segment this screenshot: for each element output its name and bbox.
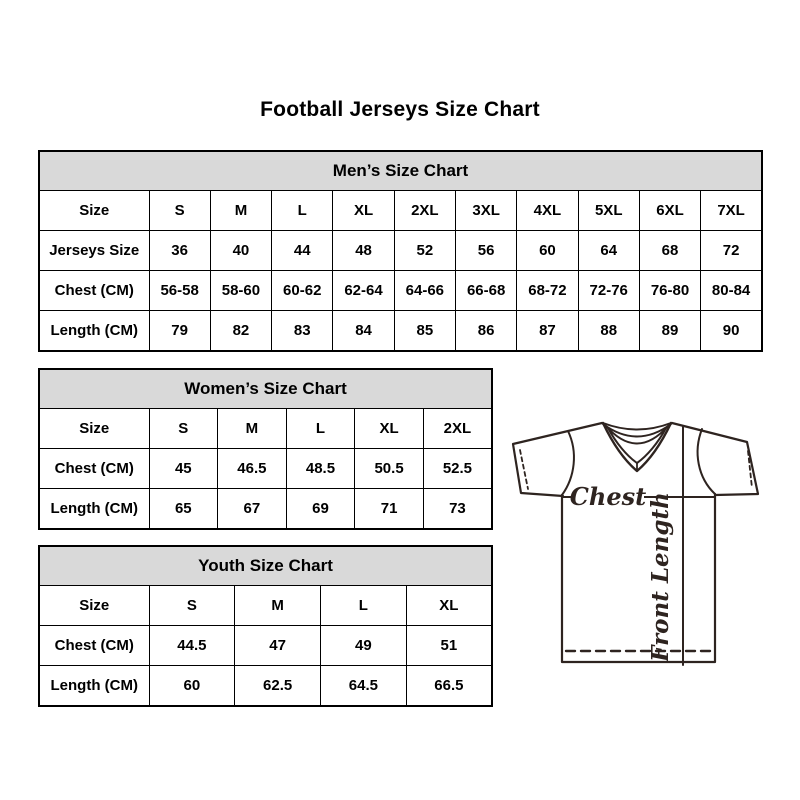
cell: 47	[235, 626, 321, 666]
youth-table-header: Youth Size Chart	[39, 546, 492, 586]
womens-table-header: Women’s Size Chart	[39, 369, 492, 409]
cell: 90	[701, 311, 762, 352]
row-label: Chest (CM)	[39, 626, 149, 666]
cell: M	[210, 191, 271, 231]
cell: 68-72	[517, 271, 578, 311]
cell: 65	[149, 489, 218, 530]
table-row	[39, 409, 492, 449]
cell: 56	[455, 231, 516, 271]
cell: 52	[394, 231, 455, 271]
table-row	[39, 191, 762, 231]
cell: 2XL	[423, 409, 492, 449]
cell: S	[149, 586, 235, 626]
table-row	[39, 666, 492, 707]
table-row	[39, 626, 492, 666]
jersey-collar-back-arc-1	[603, 423, 671, 430]
chest-label: Chest	[569, 482, 647, 511]
cell: 62-64	[333, 271, 394, 311]
cell: 64	[578, 231, 639, 271]
table-row	[39, 311, 762, 352]
row-label: Length (CM)	[39, 489, 149, 530]
cell: 49	[321, 626, 407, 666]
cell: 85	[394, 311, 455, 352]
mens-table-header: Men’s Size Chart	[39, 151, 762, 191]
mens-size-table	[38, 150, 763, 352]
cell: L	[321, 586, 407, 626]
table-row	[39, 271, 762, 311]
cell: 69	[286, 489, 355, 530]
cell: 48	[333, 231, 394, 271]
cell: 64.5	[321, 666, 407, 707]
page-title: Football Jerseys Size Chart	[260, 98, 540, 121]
row-label: Length (CM)	[39, 666, 149, 707]
cell: 60	[517, 231, 578, 271]
row-label: Jerseys Size	[39, 231, 149, 271]
jersey-left-cuff-stitch	[520, 450, 528, 489]
row-label: Chest (CM)	[39, 271, 149, 311]
jersey-right-armhole-seam	[698, 429, 715, 494]
cell: S	[149, 409, 218, 449]
cell: 4XL	[517, 191, 578, 231]
cell: XL	[406, 586, 492, 626]
cell: 73	[423, 489, 492, 530]
cell: 82	[210, 311, 271, 352]
cell: 86	[455, 311, 516, 352]
cell: 66.5	[406, 666, 492, 707]
cell: 64-66	[394, 271, 455, 311]
cell: 71	[355, 489, 424, 530]
youth-size-table	[38, 545, 493, 707]
cell: 7XL	[701, 191, 762, 231]
cell: 44	[272, 231, 333, 271]
table-row	[39, 231, 762, 271]
cell: 83	[272, 311, 333, 352]
cell: 84	[333, 311, 394, 352]
cell: 76-80	[639, 271, 700, 311]
cell: 60	[149, 666, 235, 707]
cell: 66-68	[455, 271, 516, 311]
cell: 62.5	[235, 666, 321, 707]
row-label: Size	[39, 586, 149, 626]
cell: 2XL	[394, 191, 455, 231]
cell: XL	[355, 409, 424, 449]
cell: 46.5	[218, 449, 287, 489]
cell: S	[149, 191, 210, 231]
cell: 79	[149, 311, 210, 352]
row-label: Chest (CM)	[39, 449, 149, 489]
table-row	[39, 586, 492, 626]
table-row	[39, 489, 492, 530]
cell: 56-58	[149, 271, 210, 311]
cell: 44.5	[149, 626, 235, 666]
cell: 5XL	[578, 191, 639, 231]
cell: L	[272, 191, 333, 231]
cell: M	[218, 409, 287, 449]
cell: 60-62	[272, 271, 333, 311]
cell: 72	[701, 231, 762, 271]
womens-size-table	[38, 368, 493, 530]
cell: 40	[210, 231, 271, 271]
row-label: Length (CM)	[39, 311, 149, 352]
cell: 50.5	[355, 449, 424, 489]
row-label: Size	[39, 191, 149, 231]
cell: 67	[218, 489, 287, 530]
cell: 36	[149, 231, 210, 271]
cell: 89	[639, 311, 700, 352]
cell: 51	[406, 626, 492, 666]
cell: 87	[517, 311, 578, 352]
jersey-body-outline	[562, 494, 715, 662]
cell: L	[286, 409, 355, 449]
cell: 80-84	[701, 271, 762, 311]
jersey-diagram	[500, 405, 772, 677]
jersey-right-sleeve	[672, 423, 758, 495]
cell: XL	[333, 191, 394, 231]
cell: 48.5	[286, 449, 355, 489]
row-label: Size	[39, 409, 149, 449]
cell: 68	[639, 231, 700, 271]
front-length-label: Front Length	[647, 492, 674, 662]
cell: 88	[578, 311, 639, 352]
cell: M	[235, 586, 321, 626]
cell: 58-60	[210, 271, 271, 311]
cell: 52.5	[423, 449, 492, 489]
cell: 6XL	[639, 191, 700, 231]
table-row	[39, 449, 492, 489]
cell: 3XL	[455, 191, 516, 231]
cell: 72-76	[578, 271, 639, 311]
cell: 45	[149, 449, 218, 489]
